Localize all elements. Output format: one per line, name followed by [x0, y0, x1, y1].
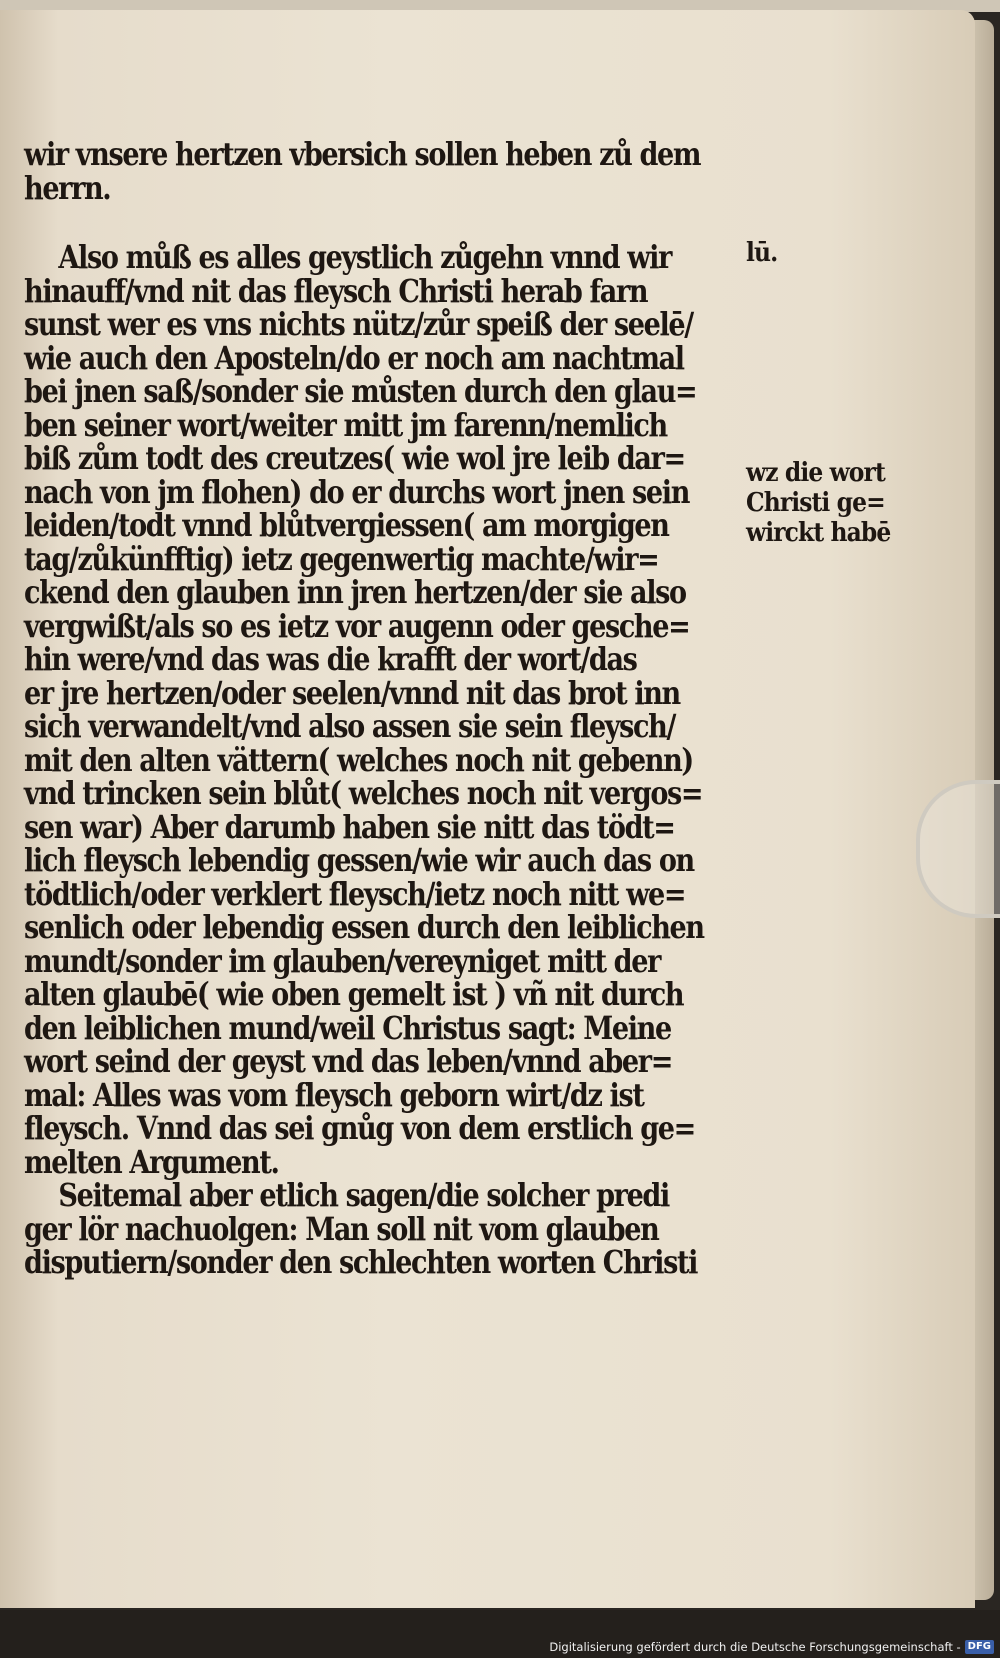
- text-line: hinauff/vnd nit das fleysch Christi herab farn: [24, 272, 648, 310]
- text-line: fleysch. Vnnd das sei gnůg von dem erstlich ge=: [24, 1110, 696, 1147]
- margin-note-line: Christi ge=: [746, 488, 885, 518]
- margin-note-line: lū.: [746, 238, 778, 268]
- margin-note-1: [746, 238, 926, 268]
- text-line: disputiern/sonder den schlechten worten Christi: [24, 1244, 698, 1281]
- text-line: bei jnen saß/sonder sie můsten durch den glau=: [24, 373, 697, 410]
- text-line: er jre hertzen/oder seelen/vnnd nit das brot inn: [24, 674, 680, 712]
- margin-note-line: wz die wort: [746, 458, 885, 488]
- book-page: [0, 10, 975, 1608]
- text-line: mit den alten vättern( welches noch nit gebenn): [24, 741, 693, 779]
- text-line: Also můß es alles geystlich zůgehn vnnd wir: [58, 239, 672, 276]
- text-line: alten glaubē( wie oben gemelt ist ) vñ nit durch: [24, 976, 684, 1013]
- text-line: melten Argument.: [24, 1143, 279, 1181]
- text-line: ben seiner wort/weiter mitt jm farenn/nemlich: [24, 406, 667, 444]
- text-line: ger lör nachuolgen: Man soll nit vom glauben: [24, 1210, 659, 1248]
- text-line: mundt/sonder im glauben/vereyniget mitt der: [24, 942, 660, 980]
- text-line: mal: Alles was vom fleysch geborn wirt/dz ist: [24, 1076, 644, 1114]
- text-line: leiden/todt vnnd blůtvergiessen( am morgigen: [24, 507, 669, 544]
- text-line: den leiblichen mund/weil Christus sagt: Meine: [24, 1009, 671, 1047]
- footer-credit: [549, 1638, 994, 1656]
- main-text-block: [24, 138, 739, 1280]
- text-line: vnd trincken sein blůt( welches noch nit vergos=: [24, 775, 703, 812]
- text-line: sen war) Aber darumb haben sie nitt das tödt=: [24, 808, 675, 846]
- text-line: ckend den glauben inn jren hertzen/der sie also: [24, 574, 686, 611]
- text-line: herrn.: [24, 169, 111, 207]
- dfg-logo-icon: DFG: [965, 1640, 994, 1654]
- text-line: wort seind der geyst vnd das leben/vnnd aber=: [24, 1043, 673, 1080]
- text-line: sunst wer es vns nichts nütz/zůr speiß der seelē/: [24, 306, 693, 343]
- text-line: wir vnsere hertzen vbersich sollen heben zů dem: [24, 136, 701, 173]
- footer-credit-text: Digitalisierung gefördert durch die Deutsche Forschungsgemeinschaft -: [549, 1640, 961, 1654]
- text-line: tag/zůkünfftig) ietz gegenwertig machte/wir=: [24, 540, 659, 578]
- text-line: Seitemal aber etlich sagen/die solcher predi: [58, 1177, 669, 1214]
- margin-note-line: wirckt habē: [746, 518, 891, 548]
- text-line: wie auch den Aposteln/do er noch am nachtmal: [24, 339, 684, 377]
- margin-note-2: [746, 458, 926, 548]
- text-line: biß zům todt des creutzes( wie wol jre leib dar=: [24, 440, 685, 477]
- text-line: hin were/vnd das was die krafft der wort/das: [24, 641, 637, 678]
- text-line: vergwißt/als so es ietz vor augenn oder gesche=: [24, 607, 690, 645]
- text-line: tödtlich/oder verklert fleysch/ietz noch nitt we=: [24, 875, 686, 913]
- text-line: senlich oder lebendig essen durch den leiblichen: [24, 909, 704, 946]
- text-line: sich verwandelt/vnd also assen sie sein fleysch/: [24, 708, 676, 745]
- text-line: nach von jm flohen) do er durchs wort jnen sein: [24, 473, 690, 511]
- text-line: lich fleysch lebendig gessen/wie wir auch das on: [24, 842, 694, 879]
